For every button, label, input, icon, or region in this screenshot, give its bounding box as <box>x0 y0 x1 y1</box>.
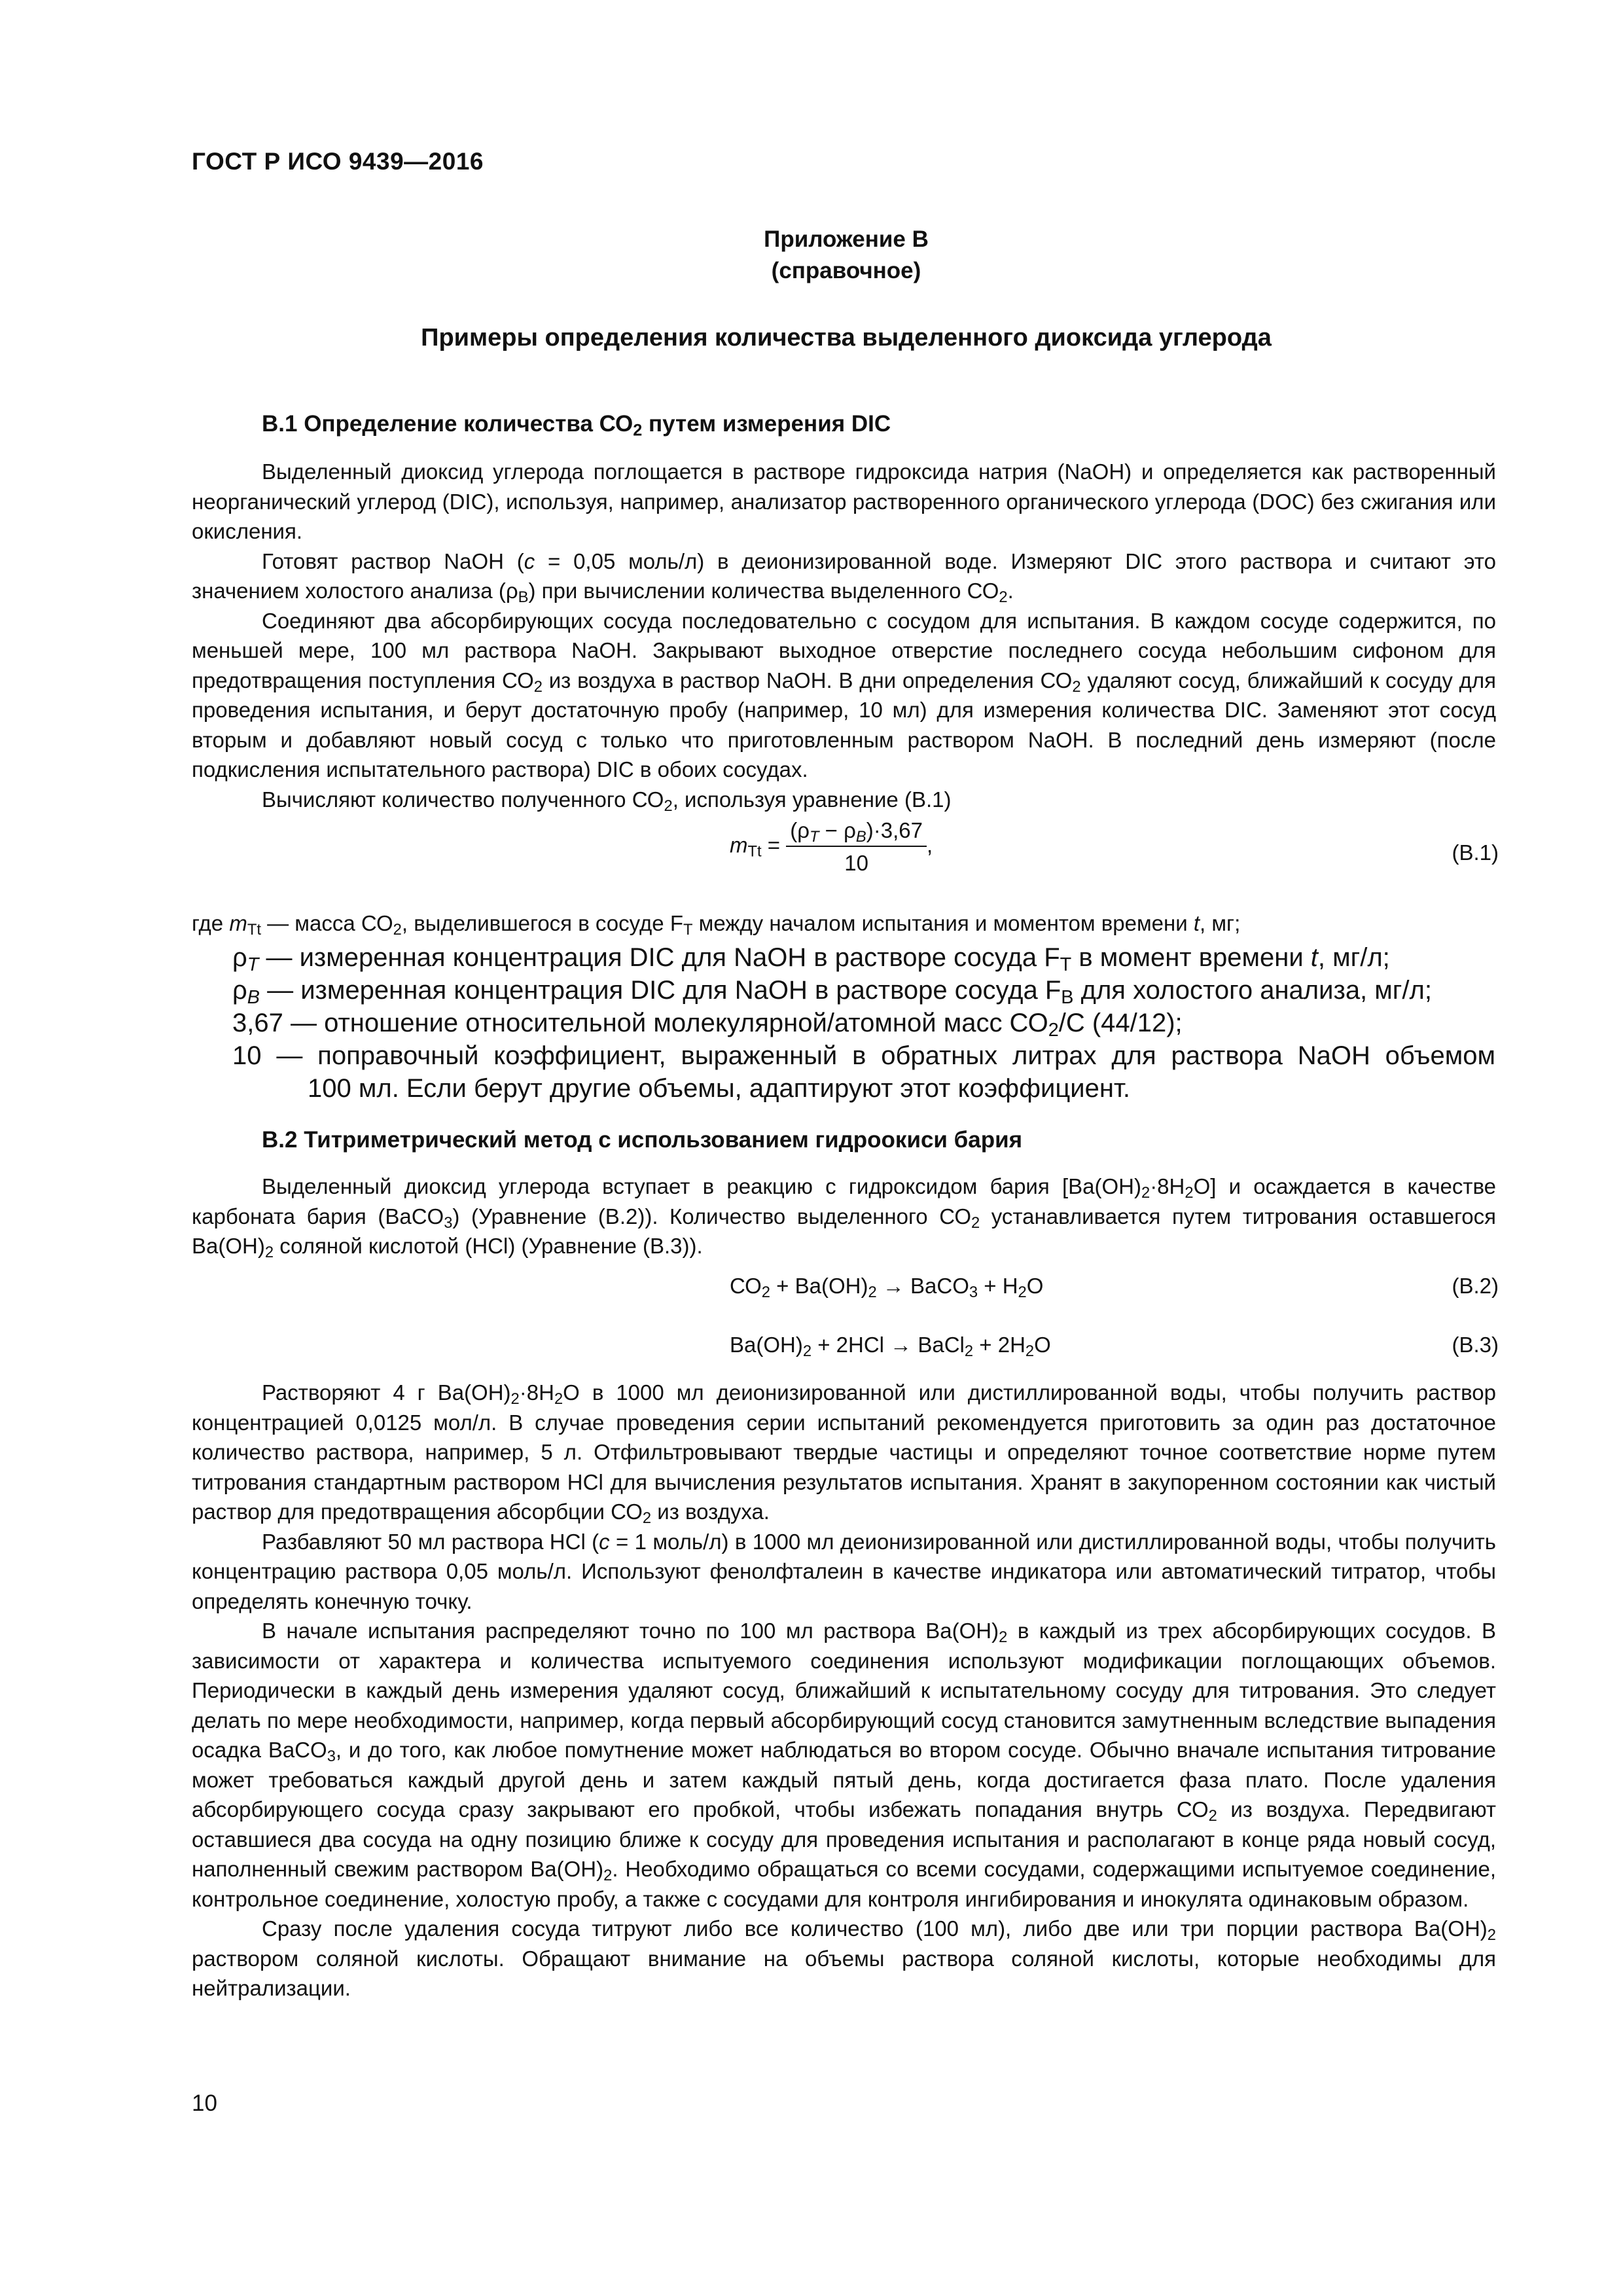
document-header: ГОСТ Р ИСО 9439—2016 <box>192 148 484 175</box>
main-title: Примеры определения количества выделенного диоксида углерода <box>421 324 1272 351</box>
equation-number: (В.2) <box>1452 1274 1499 1298</box>
equation-b2: $СО_2 + Ba(OH)_2$ → BaCO$_3$ + $H_2O$ <box>730 1274 1044 1301</box>
equation-number: (В.3) <box>1452 1333 1499 1357</box>
page-number: 10 <box>192 2090 217 2116</box>
section-b2-intro <box>192 1172 1496 1261</box>
paragraph: Сразу после удаления сосуда титруют либо все количество (100 мл), либо две или три порции раствора $Ba(OH)_2$ раствором соляной кислоты. Обращают внимание на объемы раствора соляной кислоты, которые необходимы для нейтрализации. <box>192 1916 1496 2000</box>
paragraph: Выделенный диоксид углерода вступает в реакцию с гидроксидом бария $[Ba(OH)_2\cdot 8H_2O]$ и осаждается в качестве карбоната бария (BaCO$_3$) (Уравнение (В.2)). Количество выделенного $СО_2$ устанавливается путем титрования оставшегося $Ba(OH)_2$ соляной кислотой (HCl) (Уравнение (В.3)). <box>192 1174 1497 1261</box>
where-line-5-cont: 100 мл. Если берут другие объемы, адаптируют этот коэффициент. <box>308 1074 1130 1103</box>
section-b2-body <box>192 1378 1496 2003</box>
paragraph: Выделенный диоксид углерода поглощается в растворе гидроксида натрия (NaOH) и определяется как растворенный неорганический углерод (DIC), используя, например, анализатор растворенного органического углерода (DOC) без сжигания или окисления. <box>192 459 1496 543</box>
paragraph: Вычисляют количество полученного $СО_2$, используя уравнение (В.1) <box>262 787 952 815</box>
annex-subtitle: (справочное) <box>771 258 921 283</box>
where-line-3: $\rho_B$ — измеренная концентрация DIC для NaOH в растворе сосуда $F_B$ для холостого анализа, мг/л; <box>232 976 1432 1009</box>
annex-heading <box>192 224 1501 287</box>
paragraph: В начале испытания распределяют точно по 100 мл раствора $Ba(OH)_2$ в каждый из трех абсорбирующих сосудов. В зависимости от характера и количества испытуемого соединения используют модификации поглощающих объемов. Периодически в каждый день измерения удаляют сосуд, ближайший к испытательному сосуду для титрования. Это следует делать по мере необходимости, например, когда первый абсорбирующий сосуд становится замутненным вследствие выпадения осадка BaCO$_3$, и до того, как любое помутнение может наблюдаться во втором сосуде. Обычно вначале испытания титрование может требоваться каждый другой день и затем каждый пятый день, когда достигается фаза плато. После удаления абсорбирующего сосуда сразу закрывают его пробкой, чтобы избежать попадания внутрь $СО_2$ из воздуха. Передвигают оставшиеся два сосуда на одну позицию ближе к сосуду для проведения испытания и располагают в конце ряда новый сосуд, наполненный свежим раствором $Ba(OH)_2$. Необходимо обращаться со всеми сосудами, содержащими испытуемое соединение, контрольное соединение, холостую пробу, а также с сосудами для контроля ингибирования и инокулята одинаковым образом. <box>192 1619 1497 1911</box>
paragraph: Соединяют два абсорбирующих сосуда последовательно с сосудом для испытания. В каждом сосуде содержится, по меньшей мере, 100 мл раствора NaOH. Закрывают выходное отверстие последнего сосуда небольшим сифоном для предотвращения поступления $СО_2$ из воздуха в раствор NaOH. В дни определения $СО_2$ удаляют сосуд, ближайший к сосуду для проведения испытания, и берут достаточную пробу (например, 10 мл) для измерения количества DIC. Заменяют этот сосуд вторым и добавляют новый сосуд с только что приготовленным раствором NaOH. В последний день измеряют (после подкисления испытательного раствора) DIC в обоих сосудах. <box>192 608 1496 781</box>
where-line-5: 10 — поправочный коэффициент, выраженный в обратных литрах для раствора NaOH объемом <box>232 1041 1495 1070</box>
where-line-2: $\rho_T$ — измеренная концентрация DIC для NaOH в растворе сосуда $F_T$ в момент времени t, мг/л; <box>232 943 1390 976</box>
where-line-4: 3,67 — отношение относительной молекулярной/атомной масс $СО_2/С$ (44/12); <box>232 1009 1183 1041</box>
paragraph: Растворяют 4 г $Ba(OH)_2\cdot 8H_2O$ в 1000 мл деионизированной или дистиллированной воды, чтобы получить раствор концентрацией 0,0125 мол/л. В случае проведения серии испытаний рекомендуется приготовить за один раз достаточное количество раствора, например, 5 л. Отфильтровывают твердые частицы и определяют точное соответствие норме путем титрования стандартным раствором HCl для вычисления результатов испытания. Хранят в закупоренном состоянии как чистый раствор для предотвращения абсорбции $СО_2$ из воздуха. <box>192 1380 1496 1527</box>
where-line-1: где $m_{Tt}$ — масса $СО_2$, выделившегося в сосуде $F_T$ между началом испытания и моментом времени t, мг; <box>192 911 1241 939</box>
section-b1-body <box>192 457 1496 814</box>
paragraph: Готовят раствор NaOH (c = 0,05 моль/л) в деионизированной воде. Измеряют DIC этого раствора и считают это значением холостого анализа $(\rho_B)$ при вычислении количества выделенного $СО_2$. <box>192 548 1496 606</box>
equation-b3: $Ba(OH)_2 + 2HCl$ → BaCl$_2$ + $2H_2O$ <box>730 1333 1051 1360</box>
equation-b1: $m_{Tt}$ = $\frac{(\rho_T - \rho_B)\cdot 3,67}{10}$ , <box>730 818 933 875</box>
equation-fraction: $\frac{(\rho_T - \rho_B)\cdot 3,67}{10}$ <box>786 818 927 876</box>
section-b2-heading: В.2 Титриметрический метод с использованием гидроокиси бария <box>262 1127 1023 1153</box>
paragraph: Разбавляют 50 мл раствора HCl (c = 1 моль/л) в 1000 мл деионизированной или дистиллированной воды, чтобы получить концентрацию раствора 0,05 моль/л. Используют фенолфталеин в качестве индикатора или автоматический титратор, чтобы определять конечную точку. <box>192 1529 1496 1613</box>
equation-number: (В.1) <box>1452 840 1499 865</box>
annex-title: Приложение В <box>764 226 929 252</box>
section-b1-heading: В.1 Определение количества $СО_2$ путем измерения DIC <box>262 411 891 440</box>
